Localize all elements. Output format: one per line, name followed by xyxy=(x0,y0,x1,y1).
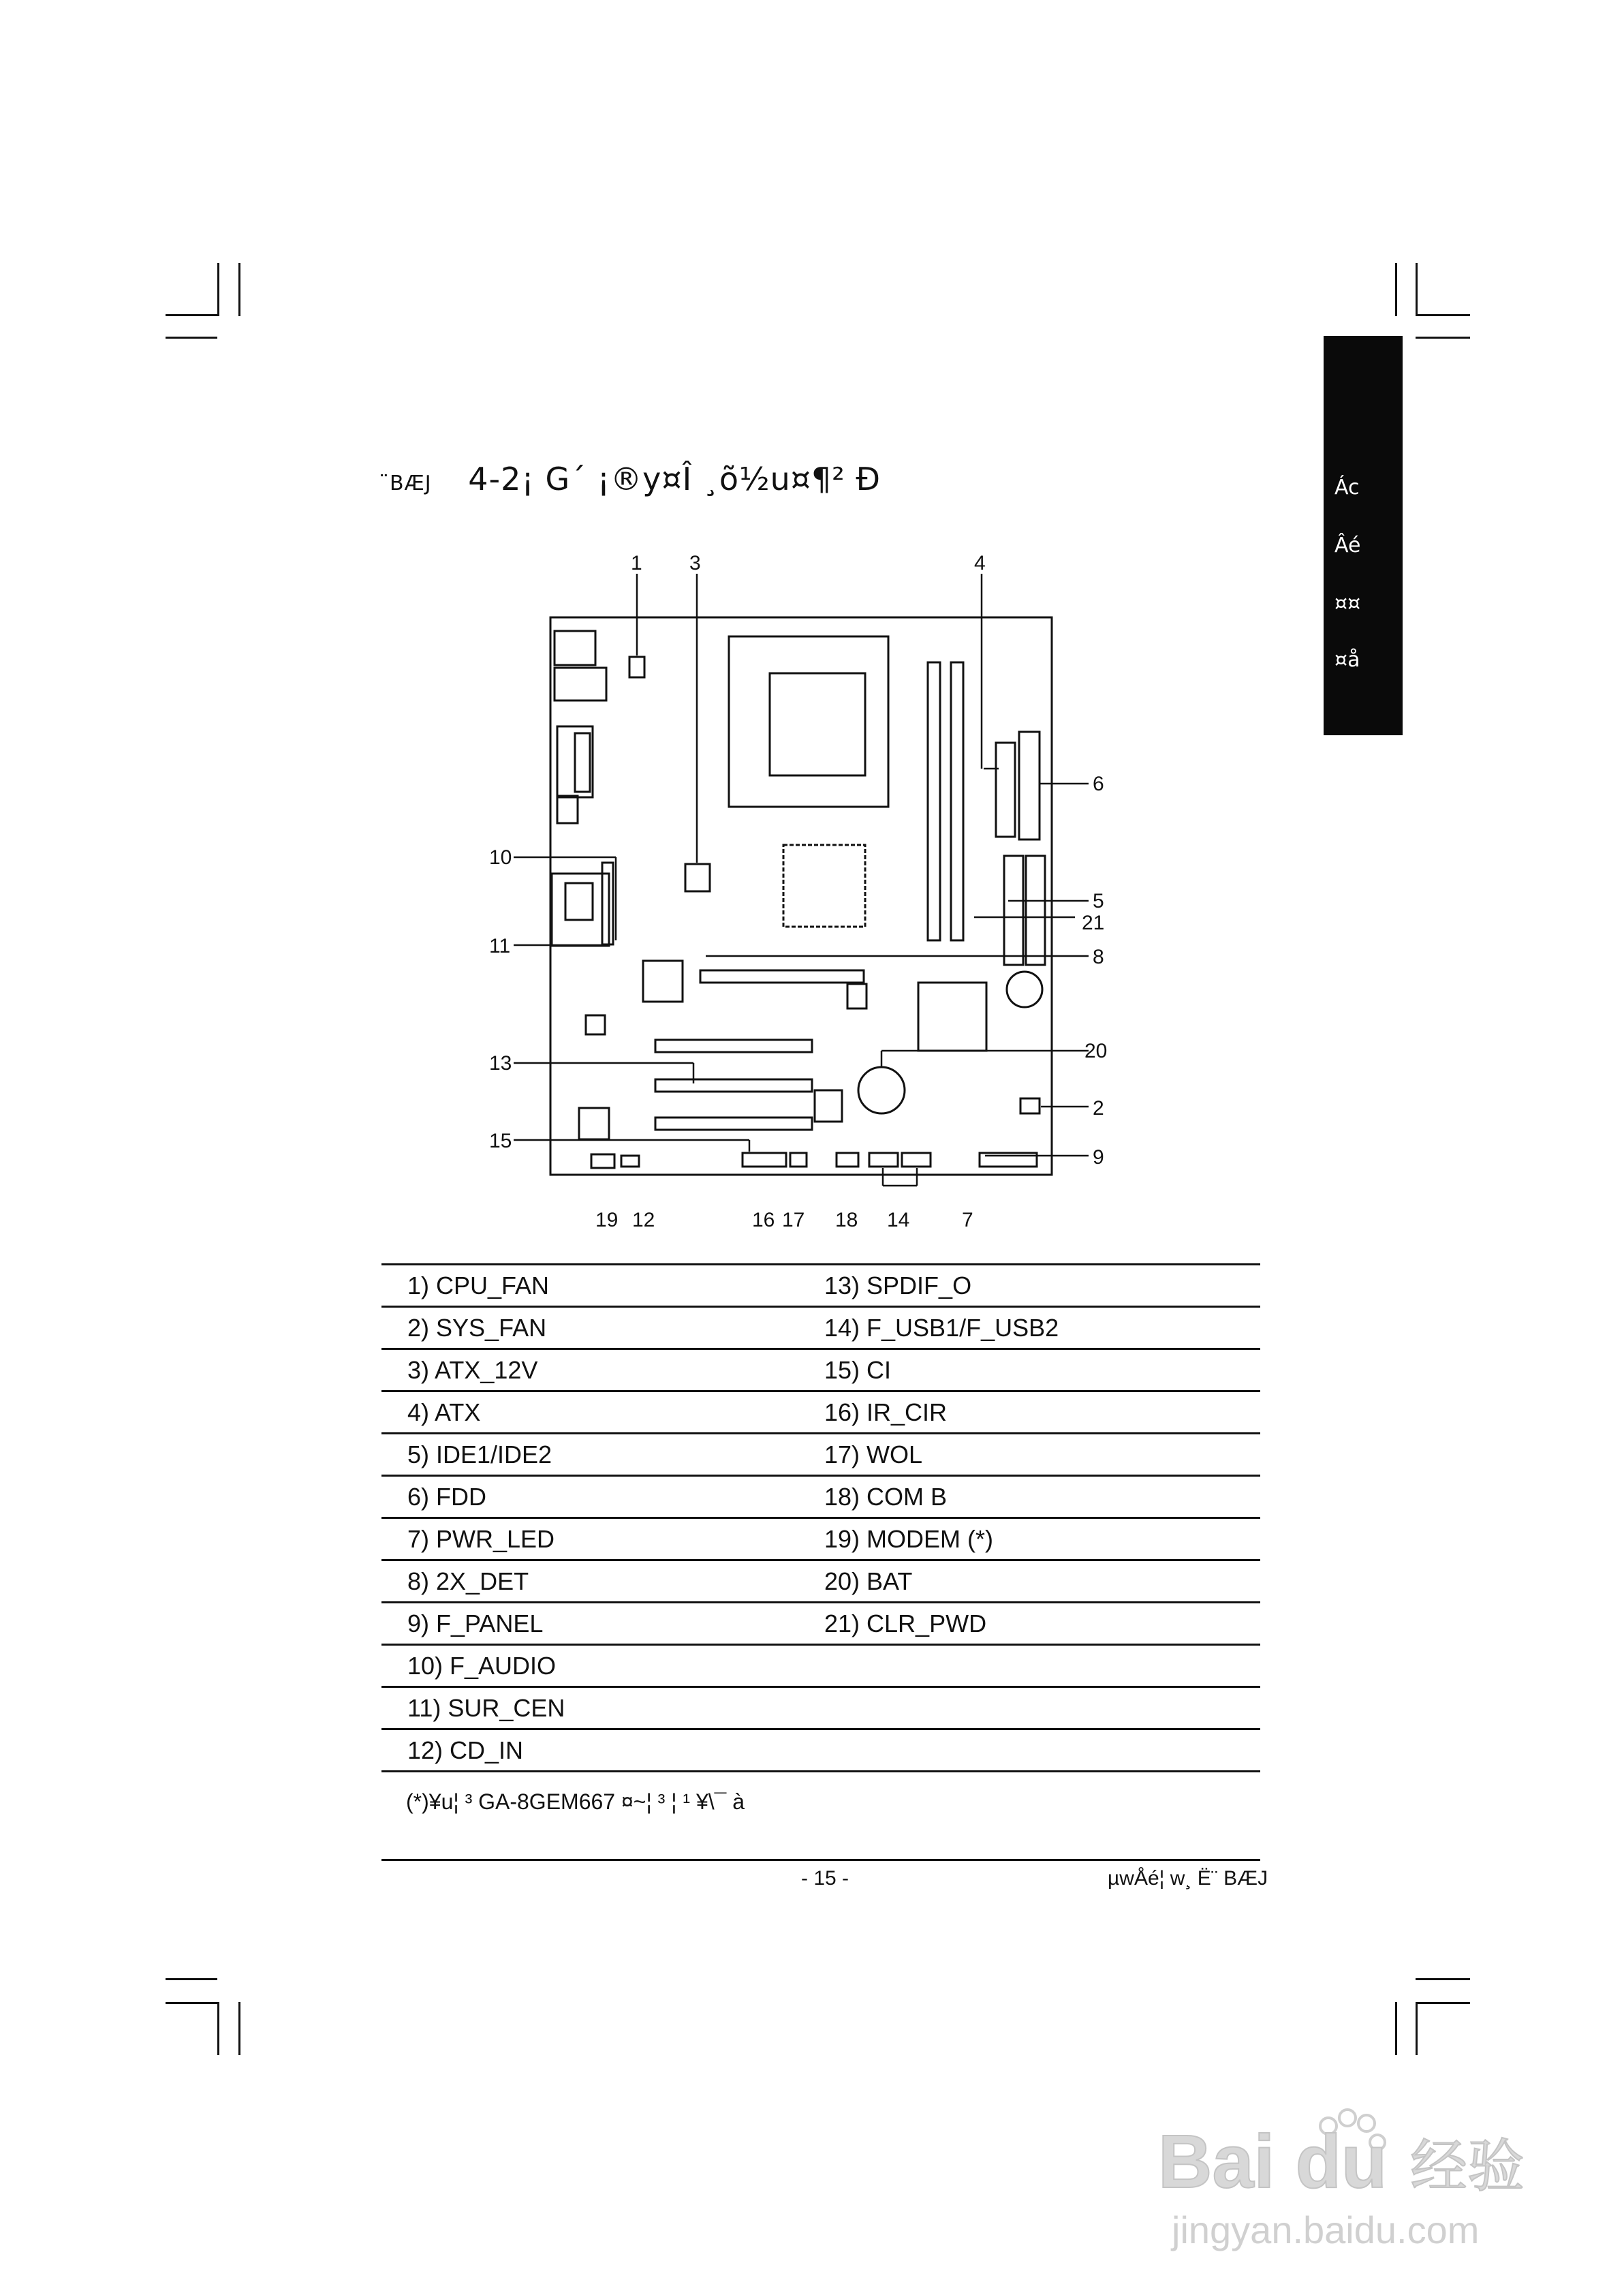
connector-item: 2) SYS_FAN xyxy=(381,1307,824,1349)
connector-item xyxy=(824,1645,1260,1687)
side-tab-label: Ác xyxy=(1334,476,1360,499)
dimm-slot xyxy=(951,662,963,940)
side-tab-label: ¤å xyxy=(1334,648,1360,672)
crop-mark xyxy=(238,2002,240,2055)
heading-title: 4-2¡ G´ ¡®y¤Î ¸õ½u¤¶² Ð xyxy=(468,461,881,497)
callout-5: 5 xyxy=(1093,890,1104,912)
table-row xyxy=(381,1434,1260,1476)
callout-3: 3 xyxy=(689,552,701,574)
io-lpt-inner xyxy=(575,733,590,792)
battery xyxy=(858,1067,905,1113)
pci-slot xyxy=(655,1118,812,1130)
callout-19: 19 xyxy=(595,1209,619,1231)
table-row xyxy=(381,1349,1260,1391)
side-tab-label: ¤¤ xyxy=(1334,591,1361,615)
connector-item: 4) ATX xyxy=(381,1391,824,1434)
northbridge xyxy=(783,845,865,927)
atx12v-header xyxy=(685,864,710,891)
connector-item: 10) F_AUDIO xyxy=(381,1645,824,1687)
chip xyxy=(579,1108,609,1139)
callout-14: 14 xyxy=(887,1209,910,1231)
footer-divider xyxy=(381,1859,1260,1861)
cmos-ring xyxy=(1007,972,1042,1007)
connector-item: 20) BAT xyxy=(824,1560,1260,1603)
connector-item xyxy=(824,1687,1260,1729)
io-com xyxy=(557,796,578,823)
connector-item: 17) WOL xyxy=(824,1434,1260,1476)
callout-1: 1 xyxy=(631,552,642,574)
f-audio-header xyxy=(602,863,613,944)
baidu-jingyan-watermark xyxy=(1158,2099,1540,2255)
agp-latch xyxy=(847,984,866,1008)
callout-12: 12 xyxy=(632,1209,655,1231)
callout-15: 15 xyxy=(489,1130,512,1152)
cpu-fan-header xyxy=(629,657,644,677)
cd-in-header xyxy=(621,1156,639,1167)
crop-mark xyxy=(1416,2002,1470,2004)
ide-connector xyxy=(1026,856,1045,965)
callout-18: 18 xyxy=(835,1209,858,1231)
callout-11: 11 xyxy=(489,935,511,957)
callout-7: 7 xyxy=(962,1209,973,1231)
connector-item: 14) F_USB1/F_USB2 xyxy=(824,1307,1260,1349)
table-row xyxy=(381,1729,1260,1772)
crop-mark xyxy=(217,2002,219,2055)
crop-mark xyxy=(166,2002,217,2004)
footer-title: µwÅé¦ w¸ Ë¨ BÆJ xyxy=(1108,1867,1268,1890)
dimm-slot xyxy=(928,662,940,940)
callout-9: 9 xyxy=(1093,1146,1104,1169)
table-row xyxy=(381,1265,1260,1307)
connector-item: 19) MODEM (*) xyxy=(824,1518,1260,1560)
table-row xyxy=(381,1518,1260,1560)
callout-2: 2 xyxy=(1093,1097,1104,1120)
chip xyxy=(815,1090,842,1122)
table-row xyxy=(381,1560,1260,1603)
crop-mark xyxy=(166,1978,217,1980)
crop-mark xyxy=(1416,2002,1418,2055)
io-ps2 xyxy=(555,631,595,665)
usb-header xyxy=(869,1153,898,1167)
connector-item: 13) SPDIF_O xyxy=(824,1265,1260,1307)
connector-item: 5) IDE1/IDE2 xyxy=(381,1434,824,1476)
southbridge xyxy=(918,983,986,1051)
connector-item xyxy=(824,1729,1260,1772)
connector-item: 21) CLR_PWD xyxy=(824,1603,1260,1645)
fdd-connector xyxy=(1019,732,1040,840)
table-row xyxy=(381,1687,1260,1729)
com-b-header xyxy=(837,1153,858,1167)
table-row xyxy=(381,1391,1260,1434)
connector-item: 6) FDD xyxy=(381,1476,824,1518)
callout-20: 20 xyxy=(1084,1040,1108,1062)
connector-list-table xyxy=(381,1263,1260,1772)
sys-fan-header xyxy=(1020,1098,1040,1113)
connector-item: 15) CI xyxy=(824,1349,1260,1391)
footnote: (*)¥u¦ ³ GA-8GEM667 ¤~¦ ³ ¦ ¹ ¥\¯ à xyxy=(406,1789,745,1814)
callout-16: 16 xyxy=(752,1209,775,1231)
connector-item: 3) ATX_12V xyxy=(381,1349,824,1391)
connector-item: 12) CD_IN xyxy=(381,1729,824,1772)
watermark-cn: 经验 xyxy=(1410,2134,1525,2198)
connector-item: 16) IR_CIR xyxy=(824,1391,1260,1434)
ir-header xyxy=(743,1153,786,1167)
pci-slot xyxy=(655,1079,812,1092)
table-row xyxy=(381,1645,1260,1687)
callout-13: 13 xyxy=(489,1052,512,1075)
cpu-inner xyxy=(770,673,865,775)
io-usb xyxy=(555,668,606,700)
heading-prefix: ¨BÆJ xyxy=(379,472,432,495)
pci-slot xyxy=(655,1040,812,1052)
agp-slot xyxy=(700,970,864,983)
callout-17: 17 xyxy=(782,1209,805,1231)
watermark-url: jingyan.baidu.com xyxy=(1172,2208,1480,2251)
ide-connector xyxy=(1004,856,1023,965)
connector-item: 18) COM B xyxy=(824,1476,1260,1518)
crop-mark xyxy=(1395,2002,1397,2055)
chip xyxy=(643,961,683,1002)
io-audio xyxy=(552,874,609,946)
modem-header xyxy=(591,1154,614,1168)
callout-21: 21 xyxy=(1082,912,1105,934)
atx-connector xyxy=(996,743,1015,837)
table-row xyxy=(381,1603,1260,1645)
connector-item: 11) SUR_CEN xyxy=(381,1687,824,1729)
callout-4: 4 xyxy=(974,552,986,574)
callout-10: 10 xyxy=(489,846,512,869)
wol-header xyxy=(790,1153,807,1167)
callout-6: 6 xyxy=(1093,773,1104,795)
io-audio-jack xyxy=(565,883,593,920)
connector-item: 7) PWR_LED xyxy=(381,1518,824,1560)
watermark-brand: Bai du xyxy=(1158,2120,1388,2204)
table-row xyxy=(381,1476,1260,1518)
usb-header xyxy=(902,1153,931,1167)
table-row xyxy=(381,1307,1260,1349)
connector-item: 1) CPU_FAN xyxy=(381,1265,824,1307)
crop-mark xyxy=(1416,1978,1470,1980)
callout-8: 8 xyxy=(1093,946,1104,968)
connector-item: 9) F_PANEL xyxy=(381,1603,824,1645)
page-number: - 15 - xyxy=(801,1867,849,1890)
connector-item: 8) 2X_DET xyxy=(381,1560,824,1603)
chip xyxy=(586,1015,605,1034)
side-tab-label: Âé xyxy=(1334,534,1361,557)
